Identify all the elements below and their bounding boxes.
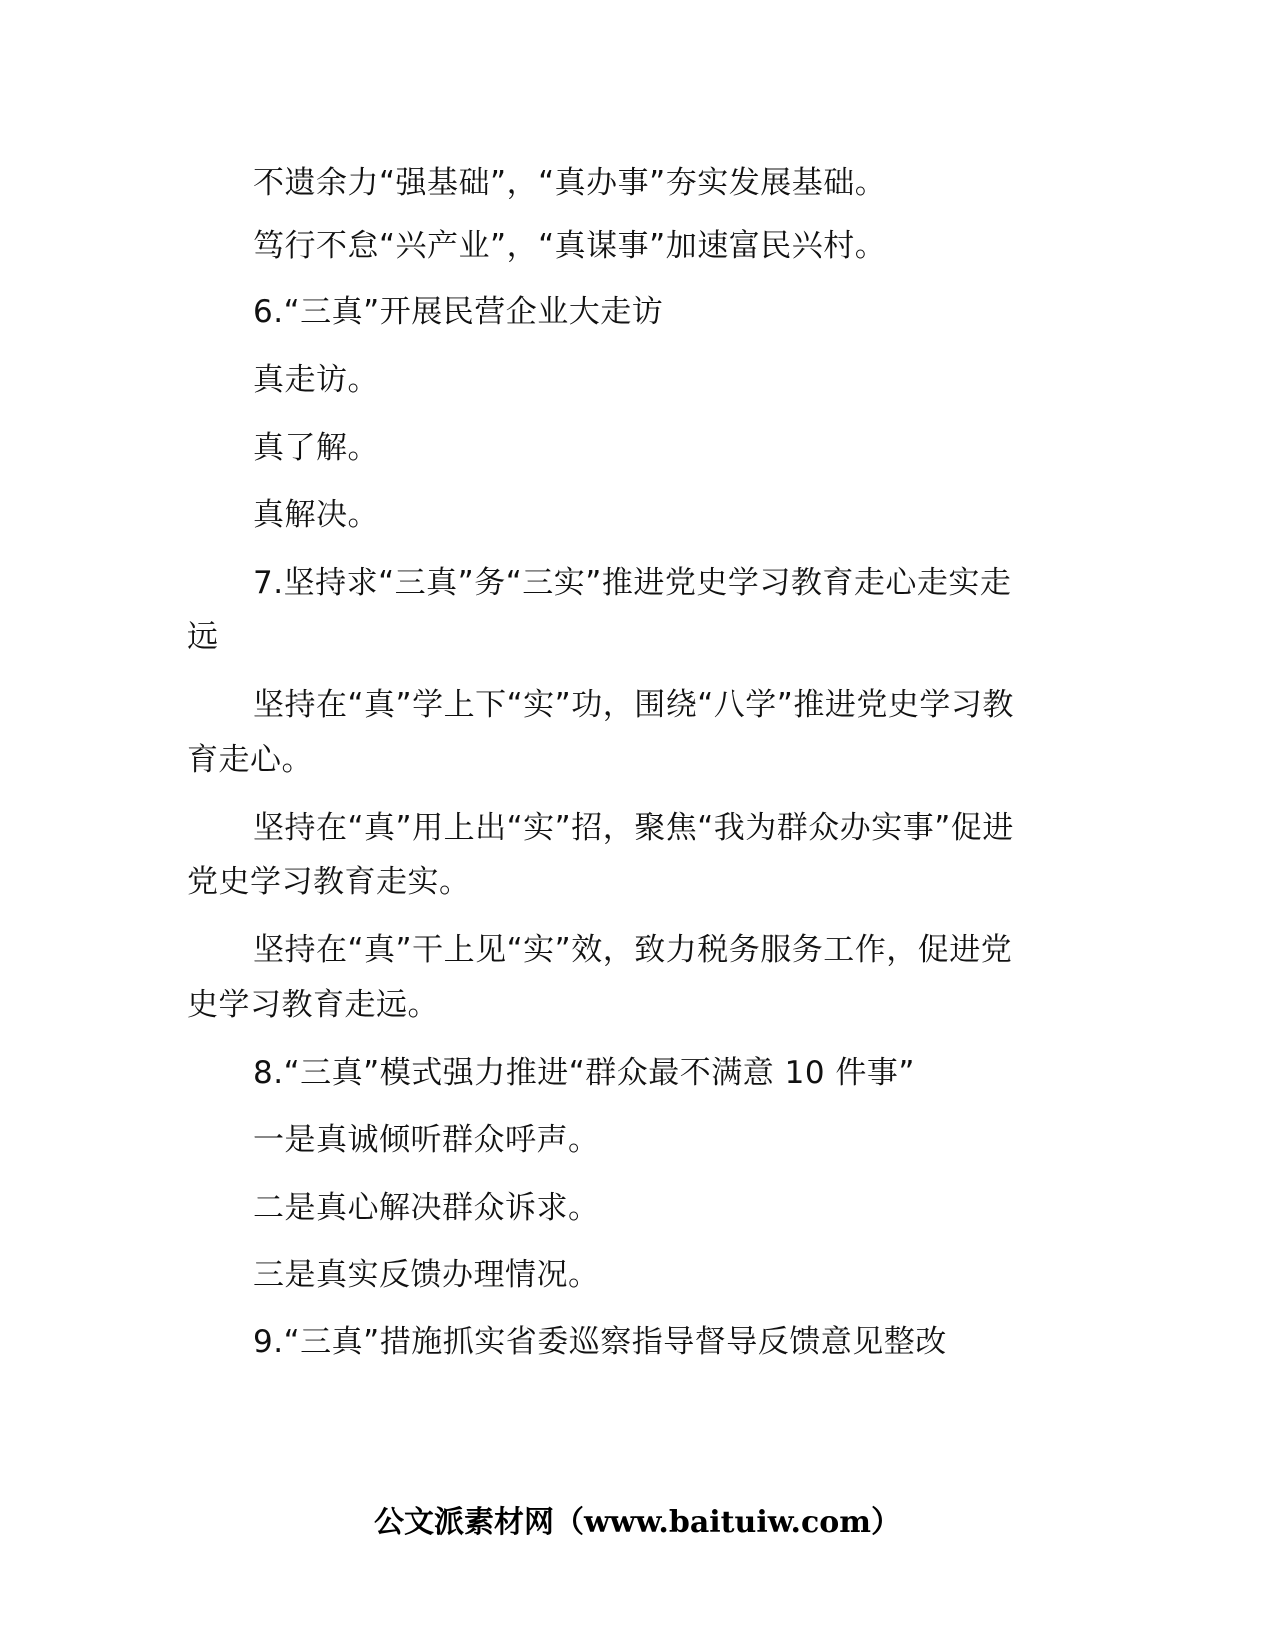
section-heading: 9.“三真”措施抓实省委巡察指导督导反馈意见整改: [253, 1324, 947, 1360]
paragraph-line: 二是真心解决群众诉求。: [253, 1190, 600, 1226]
paragraph-line: 真了解。: [253, 430, 379, 466]
paragraph-line: 不遗余力“强基础”，“真办事”夯实发展基础。: [253, 165, 887, 201]
paragraph-line: 坚持在“真”干上见“实”效，致力税务服务工作，促进党: [253, 932, 1013, 968]
section-heading: 6.“三真”开展民营企业大走访: [253, 294, 664, 330]
paragraph-line: 坚持在“真”用上出“实”招，聚焦“我为群众办实事”促进: [253, 810, 1014, 846]
section-heading: 7.坚持求“三真”务“三实”推进党史学习教育走心走实走: [253, 565, 1012, 601]
paragraph-continuation: 史学习教育走远。: [187, 987, 439, 1023]
paragraph-line: 一是真诚倾听群众呼声。: [253, 1122, 600, 1158]
section-heading: 8.“三真”模式强力推进“群众最不满意 10 件事”: [253, 1055, 915, 1091]
paragraph-line: 坚持在“真”学上下“实”功，围绕“八学”推进党史学习教: [253, 687, 1014, 723]
paragraph-line: 三是真实反馈办理情况。: [253, 1257, 600, 1293]
paragraph-line: 真走访。: [253, 362, 379, 398]
footer-watermark: 公文派素材网（www.baituiw.com）: [373, 1505, 902, 1540]
paragraph-line: 真解决。: [253, 497, 379, 533]
section-heading-continuation: 远: [187, 619, 219, 655]
paragraph-continuation: 育走心。: [187, 742, 313, 778]
paragraph-continuation: 党史学习教育走实。: [187, 864, 471, 900]
paragraph-line: 笃行不怠“兴产业”，“真谋事”加速富民兴村。: [253, 228, 887, 264]
